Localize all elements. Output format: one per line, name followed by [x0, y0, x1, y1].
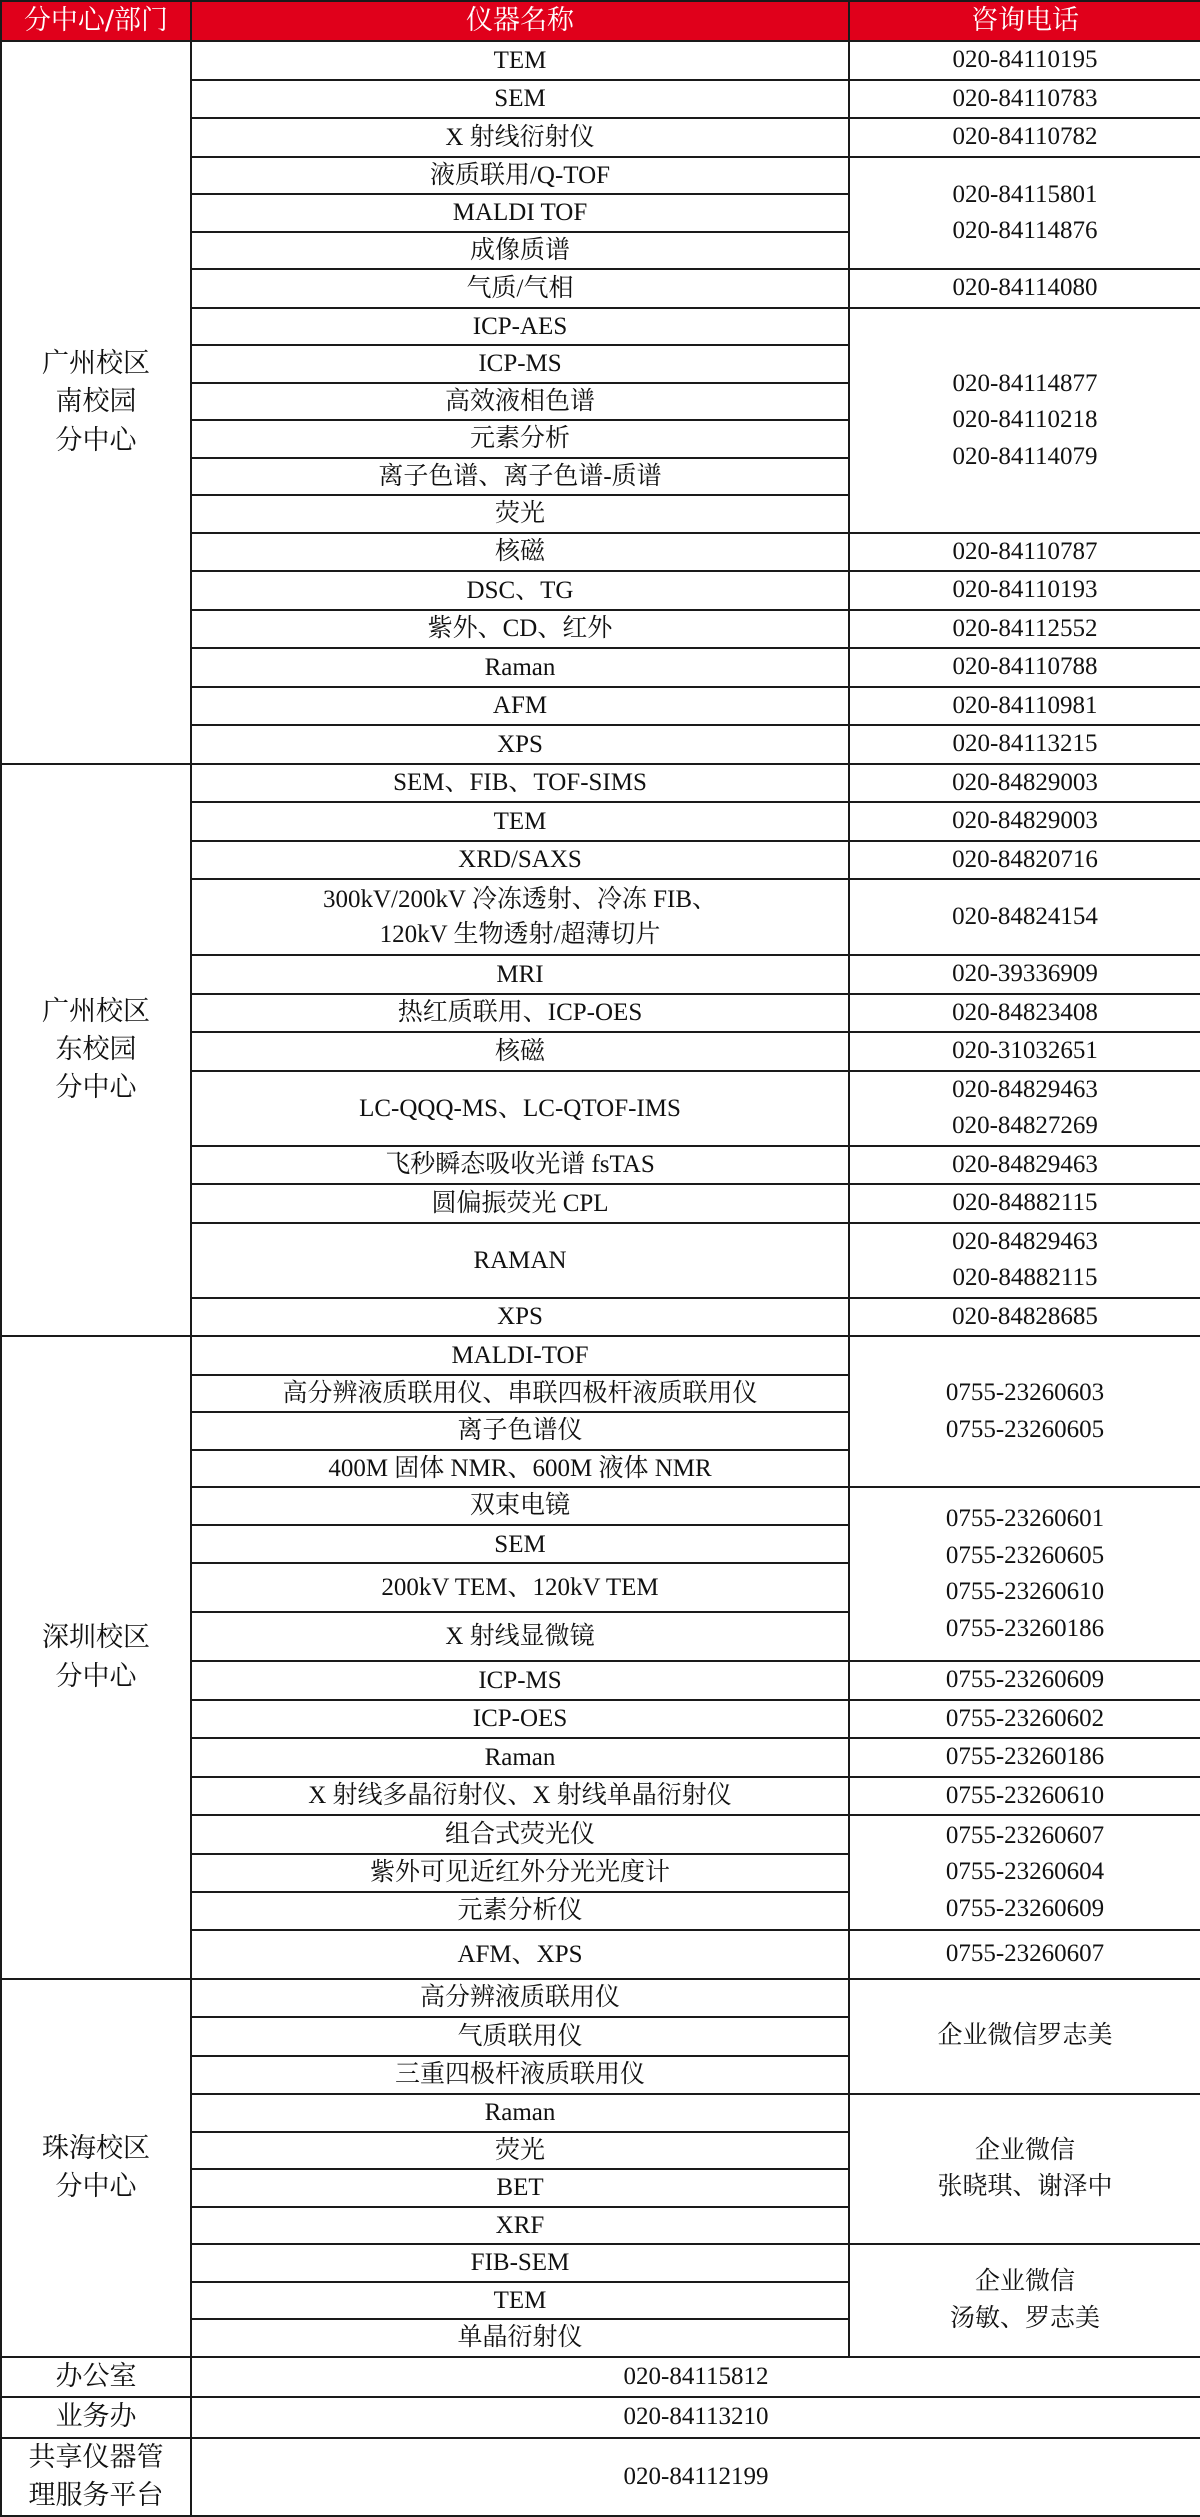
office-contact-cell: 020-84112199: [191, 2438, 1200, 2517]
instrument-cell: Raman: [191, 2094, 849, 2132]
contact-cell: 020-84110981: [849, 687, 1200, 726]
instrument-cell: RAMAN: [191, 1223, 849, 1298]
instrument-cell: TEM: [191, 2282, 849, 2320]
center-name-cell: 深圳校区 分中心: [1, 1336, 191, 1979]
contact-cell: 020-84829463: [849, 1146, 1200, 1185]
header-instrument: 仪器名称: [191, 1, 849, 41]
contact-cell: 020-84882115: [849, 1184, 1200, 1223]
instrument-cell: SEM: [191, 80, 849, 119]
instrument-cell: 液质联用/Q-TOF: [191, 157, 849, 195]
instrument-cell: 气质联用仪: [191, 2017, 849, 2056]
instrument-cell: 紫外可见近红外分光光度计: [191, 1854, 849, 1892]
instrument-cell: BET: [191, 2169, 849, 2207]
instrument-cell: 元素分析: [191, 420, 849, 458]
center-name-cell: 广州校区 南校园 分中心: [1, 41, 191, 764]
instrument-cell: ICP-AES: [191, 308, 849, 346]
office-contact-cell: 020-84115812: [191, 2357, 1200, 2397]
instrument-cell: Raman: [191, 648, 849, 687]
instrument-cell: ICP-MS: [191, 1661, 849, 1700]
contact-cell: 020-84820716: [849, 841, 1200, 880]
instrument-cell: 400M 固体 NMR、600M 液体 NMR: [191, 1450, 849, 1488]
instrument-cell: TEM: [191, 41, 849, 80]
contact-cell: 020-84829003: [849, 802, 1200, 841]
instrument-cell: XRF: [191, 2207, 849, 2245]
instrument-cell: TEM: [191, 802, 849, 841]
contact-cell: 0755-23260610: [849, 1777, 1200, 1816]
contact-cell: 020-84823408: [849, 994, 1200, 1033]
instrument-cell: 核磁: [191, 1032, 849, 1071]
table-row: [1, 41, 1200, 80]
instrument-cell: 双束电镜: [191, 1487, 849, 1525]
instrument-cell: MRI: [191, 955, 849, 994]
center-name-cell: 珠海校区 分中心: [1, 1979, 191, 2357]
table-header-row: [1, 1, 1200, 41]
office-name-cell: 共享仪器管 理服务平台: [1, 2438, 191, 2517]
instrument-cell: SEM: [191, 1525, 849, 1563]
instrument-cell: AFM、XPS: [191, 1930, 849, 1979]
instrument-cell: 离子色谱仪: [191, 1412, 849, 1450]
instrument-cell: 紫外、CD、红外: [191, 610, 849, 649]
instrument-cell: 高分辨液质联用仪、串联四极杆液质联用仪: [191, 1375, 849, 1413]
instrument-cell: 成像质谱: [191, 232, 849, 270]
contact-cell: 020-84824154: [849, 879, 1200, 955]
contact-cell: 企业微信罗志美: [849, 1979, 1200, 2095]
header-phone: 咨询电话: [849, 1, 1200, 41]
instrument-cell: 核磁: [191, 533, 849, 572]
header-department: 分中心/部门: [1, 1, 191, 41]
instrument-cell: 高效液相色谱: [191, 383, 849, 421]
contact-cell: 0755-23260601 0755-23260605 0755-23260610 0755-23260186: [849, 1487, 1200, 1661]
contact-cell: 020-84112552: [849, 610, 1200, 649]
contact-cell: 020-84113215: [849, 725, 1200, 764]
instrument-cell: MALDI-TOF: [191, 1336, 849, 1374]
instrument-cell: 组合式荧光仪: [191, 1815, 849, 1853]
contact-cell: 020-84110783: [849, 80, 1200, 119]
instrument-cell: 离子色谱、离子色谱-质谱: [191, 458, 849, 496]
instrument-cell: AFM: [191, 687, 849, 726]
instrument-cell: XPS: [191, 725, 849, 764]
instrument-cell: 圆偏振荧光 CPL: [191, 1184, 849, 1223]
contact-cell: 0755-23260607: [849, 1930, 1200, 1979]
instrument-cell: 荧光: [191, 495, 849, 533]
contact-cell: 020-84110195: [849, 41, 1200, 80]
table-row: [1, 1979, 1200, 2018]
instrument-cell: 元素分析仪: [191, 1892, 849, 1930]
contact-cell: 0755-23260607 0755-23260604 0755-23260609: [849, 1815, 1200, 1930]
contact-cell: 020-84110782: [849, 118, 1200, 157]
instrument-cell: SEM、FIB、TOF-SIMS: [191, 764, 849, 803]
instrument-cell: LC-QQQ-MS、LC-QTOF-IMS: [191, 1071, 849, 1146]
office-row: [1, 2397, 1200, 2437]
instrument-cell: 三重四极杆液质联用仪: [191, 2056, 849, 2095]
office-row: [1, 2438, 1200, 2517]
contact-cell: 020-84829463 020-84882115: [849, 1223, 1200, 1298]
contact-cell: 企业微信 张晓琪、谢泽中: [849, 2094, 1200, 2244]
center-name-cell: 广州校区 东校园 分中心: [1, 764, 191, 1337]
instrument-cell: MALDI TOF: [191, 194, 849, 232]
office-name-cell: 业务办: [1, 2397, 191, 2437]
contact-cell: 020-84110193: [849, 571, 1200, 610]
instrument-cell: FIB-SEM: [191, 2244, 849, 2282]
instrument-cell: 荧光: [191, 2132, 849, 2170]
contact-cell: 020-84110787: [849, 533, 1200, 572]
contact-cell: 020-84828685: [849, 1298, 1200, 1337]
table-body: [1, 1, 1200, 2516]
instrument-cell: 气质/气相: [191, 269, 849, 308]
instrument-cell: X 射线衍射仪: [191, 118, 849, 157]
contact-cell: 020-84114877 020-84110218 020-84114079: [849, 308, 1200, 533]
instrument-cell: DSC、TG: [191, 571, 849, 610]
contact-cell: 020-84829463 020-84827269: [849, 1071, 1200, 1146]
instrument-cell: X 射线多晶衍射仪、X 射线单晶衍射仪: [191, 1777, 849, 1816]
contact-cell: 020-84829003: [849, 764, 1200, 803]
instrument-cell: 飞秒瞬态吸收光谱 fsTAS: [191, 1146, 849, 1185]
table-row: [1, 1336, 1200, 1374]
contact-cell: 020-31032651: [849, 1032, 1200, 1071]
instrument-cell: 单晶衍射仪: [191, 2319, 849, 2357]
contact-cell: 020-84115801 020-84114876: [849, 157, 1200, 270]
instrument-cell: X 射线显微镜: [191, 1612, 849, 1661]
contact-cell: 0755-23260603 0755-23260605: [849, 1336, 1200, 1487]
office-contact-cell: 020-84113210: [191, 2397, 1200, 2437]
contact-cell: 020-39336909: [849, 955, 1200, 994]
instrument-cell: XRD/SAXS: [191, 841, 849, 880]
contact-cell: 0755-23260602: [849, 1700, 1200, 1739]
contact-cell: 企业微信 汤敏、罗志美: [849, 2244, 1200, 2357]
contact-cell: 020-84114080: [849, 269, 1200, 308]
instrument-cell: XPS: [191, 1298, 849, 1337]
instrument-cell: Raman: [191, 1738, 849, 1777]
contact-cell: 0755-23260609: [849, 1661, 1200, 1700]
contact-cell: 0755-23260186: [849, 1738, 1200, 1777]
office-row: [1, 2357, 1200, 2397]
contact-cell: 020-84110788: [849, 648, 1200, 687]
instrument-cell: 300kV/200kV 冷冻透射、冷冻 FIB、 120kV 生物透射/超薄切片: [191, 879, 849, 955]
instrument-cell: ICP-OES: [191, 1700, 849, 1739]
instrument-cell: ICP-MS: [191, 345, 849, 383]
instrument-cell: 热红质联用、ICP-OES: [191, 994, 849, 1033]
table-row: [1, 764, 1200, 803]
office-name-cell: 办公室: [1, 2357, 191, 2397]
instrument-cell: 200kV TEM、120kV TEM: [191, 1563, 849, 1612]
instrument-cell: 高分辨液质联用仪: [191, 1979, 849, 2018]
